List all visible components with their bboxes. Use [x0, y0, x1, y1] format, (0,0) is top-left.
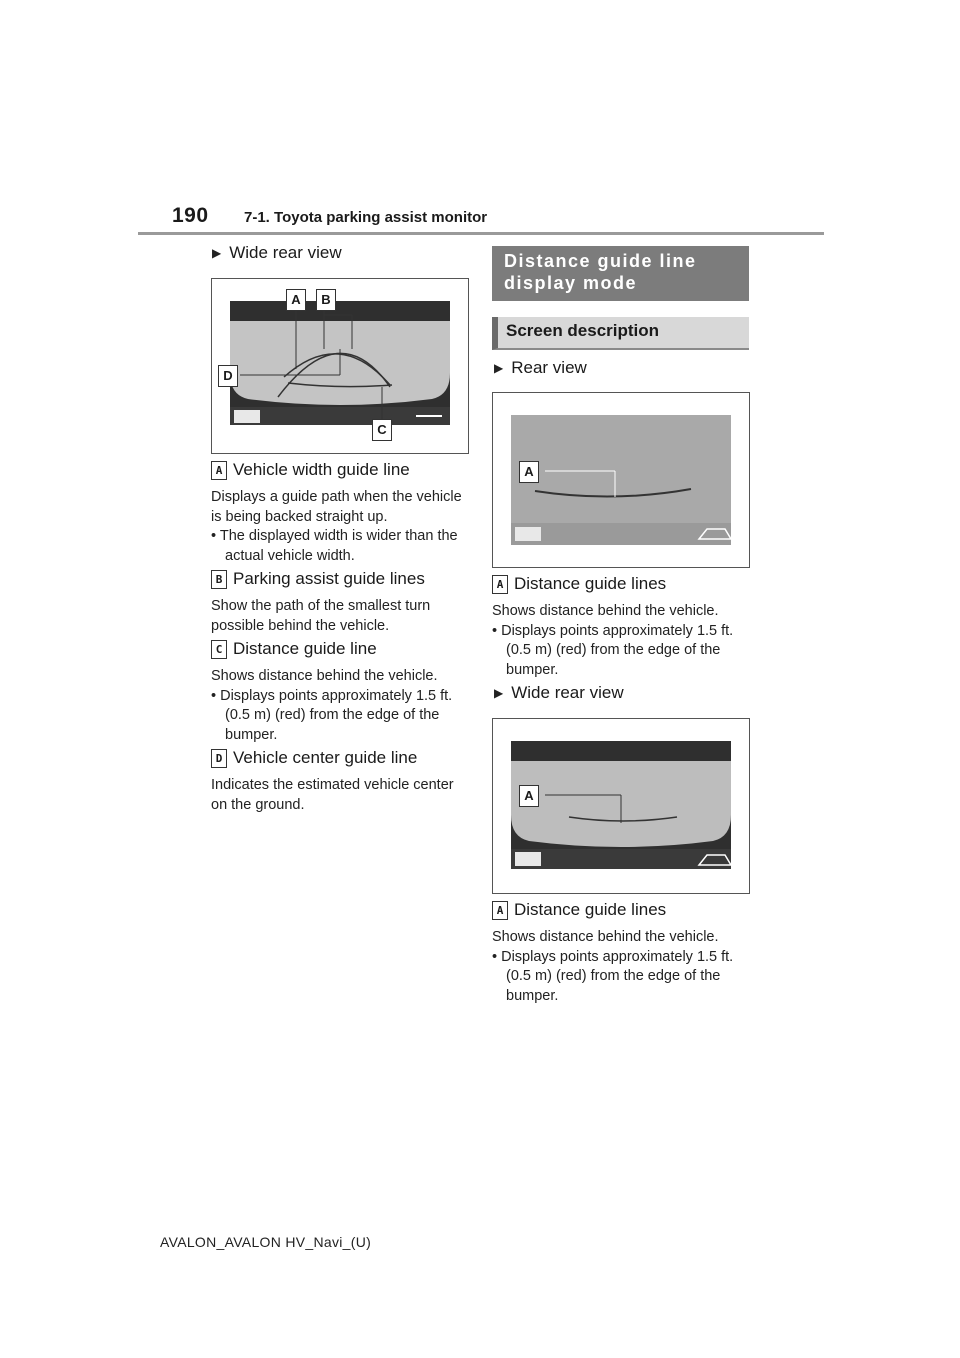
section-heading: Distance guide line display mode	[492, 246, 749, 301]
item-description: Shows distance behind the vehicle.	[492, 603, 719, 619]
page-number: 190	[172, 204, 209, 227]
item-description: Shows distance behind the vehicle.	[492, 929, 719, 945]
letter-badge: A	[492, 575, 508, 594]
letter-badge: A	[211, 461, 227, 480]
rear-view-figure	[492, 392, 750, 568]
item-description: Show the path of the smallest turn possible behind the vehicle.	[211, 598, 431, 634]
item-title: Distance guide line	[233, 639, 377, 658]
left-item-b	[211, 569, 473, 636]
letter-badge: C	[211, 640, 227, 659]
item-bullet: • The displayed width is wider than the actual vehicle width.	[211, 528, 458, 564]
figure-label-a: A	[519, 461, 539, 483]
rear-view-subheading: ▶ Rear view	[494, 358, 587, 377]
letter-badge: B	[211, 570, 227, 589]
item-title: Vehicle width guide line	[233, 460, 410, 479]
item-bullet: • Displays points approximately 1.5 ft. (0.5 m) (red) from the edge of the bumper.	[492, 622, 734, 678]
left-item-c	[211, 639, 473, 745]
header-rule	[138, 232, 824, 235]
wide-view-figure	[492, 718, 750, 894]
wide-rear-view-subheading: ▶ Wide rear view	[494, 683, 624, 702]
item-description: Shows distance behind the vehicle.	[211, 668, 438, 684]
letter-badge: A	[492, 901, 508, 920]
triangle-bullet-icon: ▶	[494, 361, 504, 375]
triangle-bullet-icon: ▶	[212, 246, 222, 260]
left-item-a	[211, 460, 473, 566]
item-bullet: • Displays points approximately 1.5 ft. (0.5 m) (red) from the edge of the bumper.	[211, 687, 453, 743]
item-description: Displays a guide path when the vehicle is being backed straight up.	[211, 489, 462, 525]
footer-text: AVALON_AVALON HV_Navi_(U)	[160, 1234, 372, 1250]
item-description: Indicates the estimated vehicle center on the ground.	[211, 777, 454, 813]
figure-label-c: C	[372, 419, 392, 441]
left-subheading: ▶ Wide rear view	[212, 243, 342, 262]
figure-label-a: A	[519, 785, 539, 807]
left-item-d	[211, 748, 473, 815]
figure-label-d: D	[218, 365, 238, 387]
item-bullet: • Displays points approximately 1.5 ft. (0.5 m) (red) from the edge of the bumper.	[492, 948, 734, 1004]
letter-badge: D	[211, 749, 227, 768]
item-title: Vehicle center guide line	[233, 748, 418, 767]
figure-label-a: A	[286, 289, 306, 311]
item-title: Parking assist guide lines	[233, 569, 425, 588]
item-title: Distance guide lines	[514, 574, 667, 593]
subsection-heading: Screen description	[492, 317, 749, 350]
triangle-bullet-icon: ▶	[494, 686, 504, 700]
figure-label-b: B	[316, 289, 336, 311]
chapter-title: 7-1. Toyota parking assist monitor	[244, 209, 488, 226]
item-title: Distance guide lines	[514, 900, 667, 919]
wide-rear-view-diagram	[212, 279, 468, 453]
rear-item-a	[492, 574, 754, 680]
wide-rear-view-figure	[211, 278, 469, 454]
wide-item-a	[492, 900, 754, 1006]
